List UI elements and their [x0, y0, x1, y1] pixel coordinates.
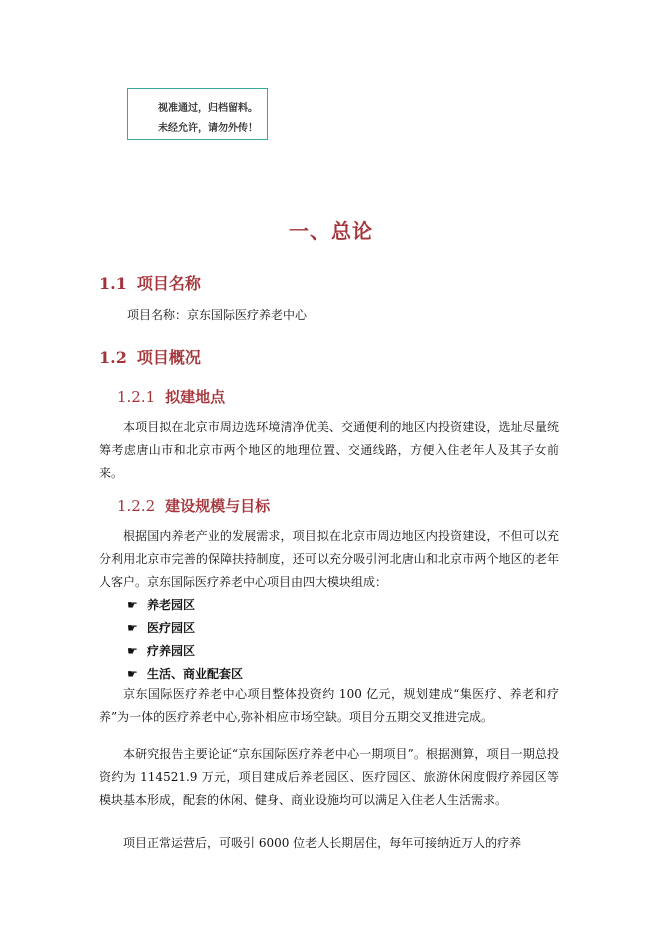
project-name-line: 项目名称：京东国际医疗养老中心	[127, 308, 308, 322]
list-item-label: 医疗园区	[147, 621, 196, 635]
list-item	[127, 665, 243, 682]
section-heading-1-2-1	[117, 386, 225, 407]
phase-one-paragraph: 本研究报告主要论证“京东国际医疗养老中心一期项目”。根据测算，项目一期总投资约为 114521.9 万元，项目建成后养老园区、医疗园区、旅游休闲度假疗养园区等模块基本形成，配套的休闲、健身、商业设施均可以满足入住老人生活需求。	[99, 747, 559, 807]
scale-paragraph: 根据国内养老产业的发展需求，项目拟在北京市周边地区内投资建设，不但可以充分利用北京市完善的保障扶持制度，还可以充分吸引河北唐山和北京市两个地区的老年人客户。京东国际医疗养老中心项目由四大模块组成：	[99, 529, 559, 589]
pointing-hand-icon: ☛	[127, 644, 138, 658]
section-title: 项目概况	[136, 348, 201, 367]
section-title: 项目名称	[136, 274, 201, 293]
list-item	[127, 619, 195, 636]
pointing-hand-icon: ☛	[127, 621, 138, 635]
section-number: 1.1	[99, 274, 127, 293]
investment-paragraph: 京东国际医疗养老中心项目整体投资约 100 亿元，规划建成“集医疗、养老和疗养”为一体的医疗养老中心,弥补相应市场空缺。项目分五期交叉推进完成。	[99, 687, 559, 724]
location-paragraph: 本项目拟在北京市周边选环境清净优美、交通便利的地区内投资建设，选址尽量统筹考虑唐山市和北京市两个地区的地理位置、交通线路，方便入住老年人及其子女前来。	[99, 420, 559, 480]
list-item	[127, 642, 195, 659]
section-heading-1-1	[99, 271, 201, 294]
operation-paragraph: 项目正常运营后，可吸引 6000 位老人长期居住，每年可接纳近万人的疗养	[123, 836, 522, 850]
list-item-label: 养老园区	[147, 598, 196, 612]
stamp-line-2: 未经允许，请勿外传！	[158, 123, 258, 134]
section-heading-1-2	[99, 345, 201, 368]
stamp-line-1: 视准通过，归档留料。	[158, 103, 258, 114]
section-number: 1.2.2	[117, 497, 156, 515]
section-title: 建设规模与目标	[165, 497, 271, 515]
section-heading-1-2-2	[117, 495, 270, 516]
list-item	[127, 596, 195, 613]
section-title: 拟建地点	[165, 388, 226, 406]
section-number: 1.2	[99, 348, 127, 367]
list-item-label: 疗养园区	[147, 644, 196, 658]
pointing-hand-icon: ☛	[127, 598, 138, 612]
approval-stamp	[127, 88, 268, 140]
section-number: 1.2.1	[117, 388, 156, 406]
chapter-title: 一、总论	[289, 219, 373, 243]
pointing-hand-icon: ☛	[127, 667, 138, 681]
list-item-label: 生活、商业配套区	[147, 667, 244, 681]
